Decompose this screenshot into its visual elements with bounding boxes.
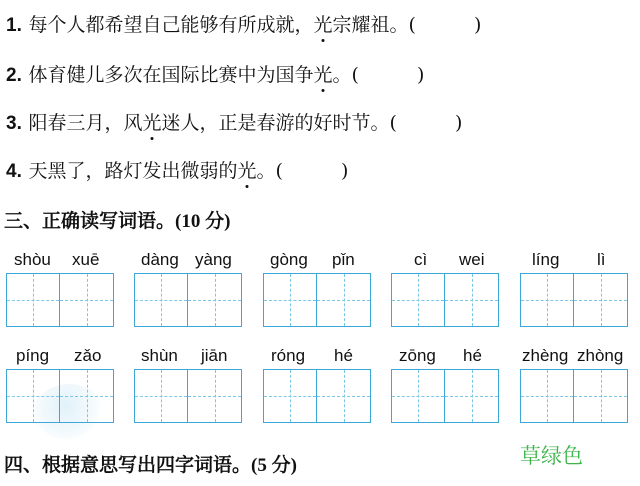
green-annotation: 草绿色 bbox=[520, 444, 583, 468]
character-box[interactable] bbox=[445, 369, 499, 423]
question-text: 天黑了，路灯发出微弱的 bbox=[28, 160, 238, 182]
character-box[interactable] bbox=[60, 273, 114, 327]
question-4 bbox=[6, 156, 348, 183]
pinyin-label: hé bbox=[334, 346, 353, 365]
character-box[interactable] bbox=[391, 369, 445, 423]
question-text-end: 。( bbox=[256, 160, 283, 182]
question-2 bbox=[6, 60, 424, 87]
writing-grid[interactable] bbox=[391, 273, 499, 329]
pinyin-label: cì bbox=[414, 250, 428, 269]
pinyin-label: dàng bbox=[141, 250, 179, 269]
character-box[interactable] bbox=[574, 369, 628, 423]
question-number: 2. bbox=[6, 65, 22, 86]
character-box[interactable] bbox=[60, 369, 114, 423]
question-text: 阳春三月，风 bbox=[28, 112, 143, 134]
writing-grid[interactable] bbox=[520, 369, 628, 425]
pinyin-label: zhèng bbox=[522, 346, 569, 365]
answer-paren-close: ) bbox=[416, 64, 425, 86]
character-box[interactable] bbox=[134, 369, 188, 423]
writing-grid[interactable] bbox=[520, 273, 628, 329]
pinyin-label: zhòng bbox=[577, 346, 624, 365]
question-1 bbox=[6, 10, 481, 37]
pinyin-label: jiān bbox=[201, 346, 228, 365]
marked-character: 光 bbox=[142, 112, 162, 134]
section-3-points: (10 分) bbox=[175, 211, 231, 232]
character-box[interactable] bbox=[263, 273, 317, 327]
section-4-title: 四、根据意思写出四字词语。 bbox=[4, 454, 252, 476]
pinyin-label: lì bbox=[597, 250, 606, 269]
character-box[interactable] bbox=[317, 273, 371, 327]
writing-grid[interactable] bbox=[134, 369, 242, 425]
writing-grid[interactable] bbox=[391, 369, 499, 425]
marked-character: 光 bbox=[313, 14, 333, 36]
character-box[interactable] bbox=[520, 273, 574, 327]
question-text-end: 迷人，正是春游的好时节。( bbox=[161, 112, 397, 134]
character-box[interactable] bbox=[263, 369, 317, 423]
pinyin-label: róng bbox=[271, 346, 306, 365]
pinyin-label: líng bbox=[532, 250, 560, 269]
character-box[interactable] bbox=[188, 369, 242, 423]
pinyin-label: píng bbox=[16, 346, 50, 365]
character-box[interactable] bbox=[574, 273, 628, 327]
marked-character: 光 bbox=[237, 160, 257, 182]
pinyin-label: yàng bbox=[195, 250, 232, 269]
character-box[interactable] bbox=[317, 369, 371, 423]
question-text: 每个人都希望自己能够有所成就， bbox=[28, 14, 314, 36]
character-box[interactable] bbox=[6, 273, 60, 327]
writing-grid[interactable] bbox=[263, 273, 371, 329]
section-3-heading bbox=[4, 206, 230, 233]
question-number: 3. bbox=[6, 113, 22, 134]
question-number: 4. bbox=[6, 161, 22, 182]
answer-paren-close: ) bbox=[454, 112, 463, 134]
pinyin-label: hé bbox=[463, 346, 482, 365]
question-number: 1. bbox=[6, 15, 22, 36]
pinyin-label: zōng bbox=[399, 346, 436, 365]
character-box[interactable] bbox=[188, 273, 242, 327]
writing-grid[interactable] bbox=[6, 369, 114, 425]
pinyin-label: shòu bbox=[14, 250, 51, 269]
marked-character: 光 bbox=[313, 64, 333, 86]
pinyin-label: xuē bbox=[72, 250, 100, 269]
pinyin-label: gòng bbox=[270, 250, 308, 269]
character-box[interactable] bbox=[134, 273, 188, 327]
question-text-end: 宗耀祖。( bbox=[332, 14, 416, 36]
character-box[interactable] bbox=[520, 369, 574, 423]
section-4-points: (5 分) bbox=[251, 455, 297, 476]
pinyin-label: wei bbox=[459, 250, 485, 269]
pinyin-row-2 bbox=[0, 346, 640, 370]
section-4-heading bbox=[4, 450, 297, 477]
pinyin-label: shùn bbox=[141, 346, 178, 365]
answer-paren-close: ) bbox=[340, 160, 349, 182]
question-text: 体育健儿多次在国际比赛中为国争 bbox=[28, 64, 314, 86]
pinyin-label: zǎo bbox=[74, 346, 102, 365]
character-box[interactable] bbox=[6, 369, 60, 423]
character-box[interactable] bbox=[445, 273, 499, 327]
answer-paren-close: ) bbox=[473, 14, 482, 36]
pinyin-row-1 bbox=[0, 250, 640, 274]
writing-grid[interactable] bbox=[263, 369, 371, 425]
question-text-end: 。( bbox=[332, 64, 359, 86]
writing-grid[interactable] bbox=[134, 273, 242, 329]
section-3-title: 三、正确读写词语。 bbox=[4, 210, 176, 232]
character-box[interactable] bbox=[391, 273, 445, 327]
question-3 bbox=[6, 108, 462, 135]
pinyin-label: pǐn bbox=[332, 250, 355, 269]
writing-grid[interactable] bbox=[6, 273, 114, 329]
